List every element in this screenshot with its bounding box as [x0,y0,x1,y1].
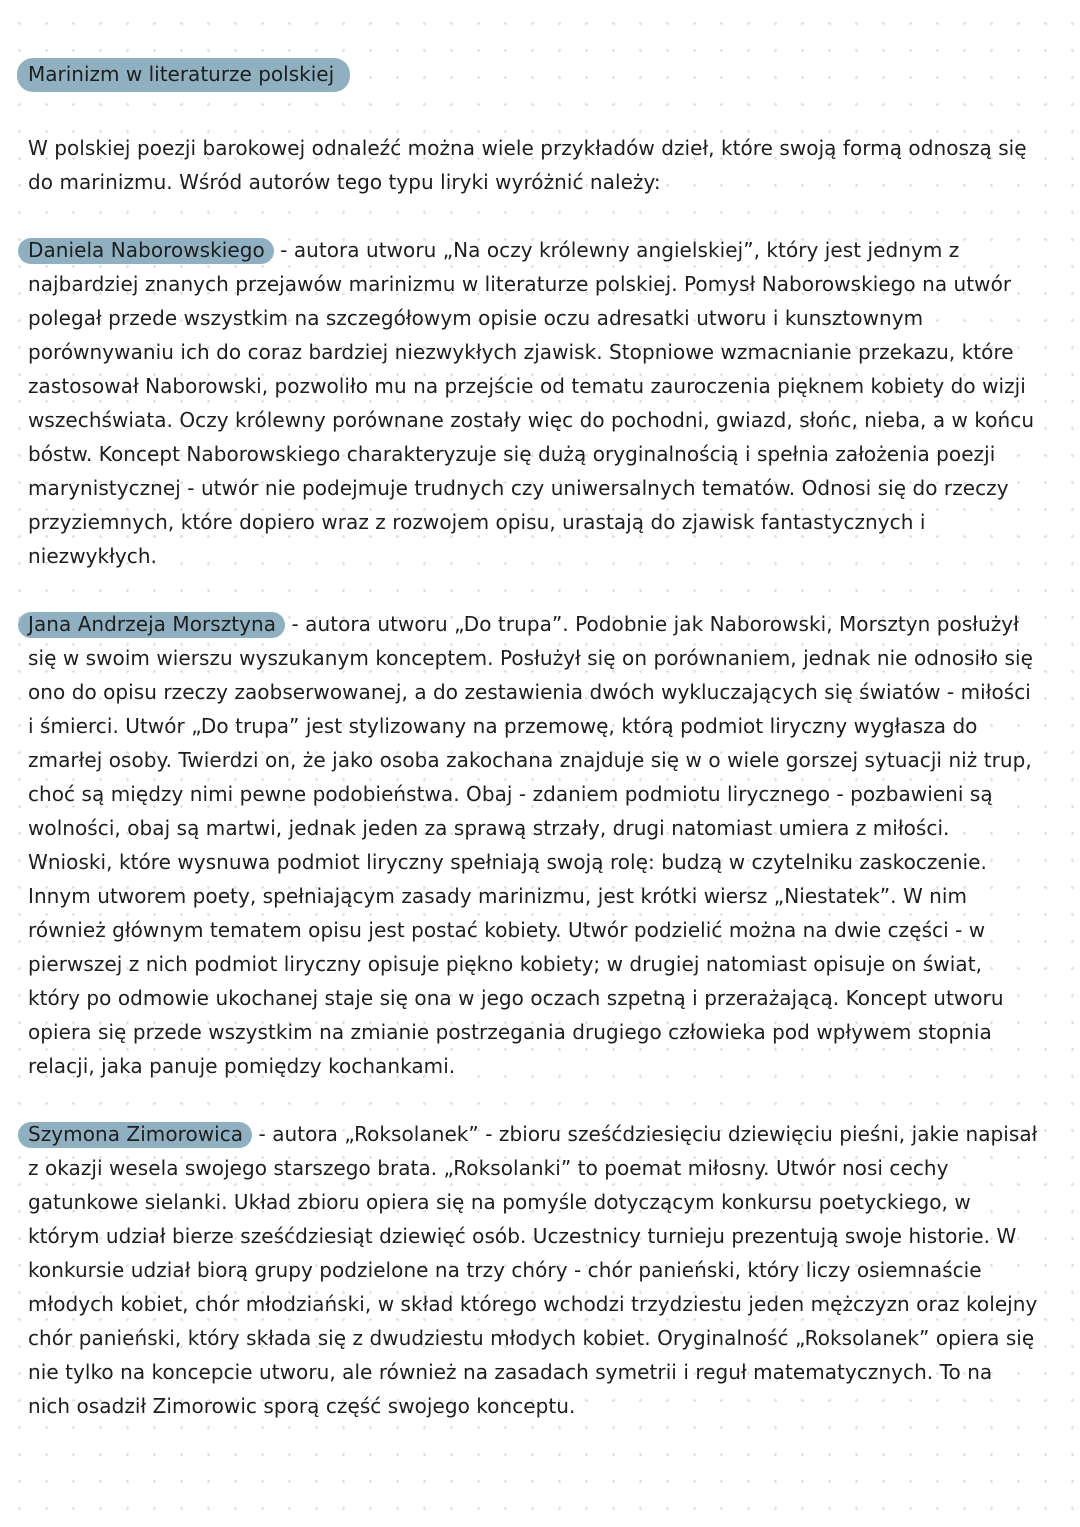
section-morsztyn [28,607,1038,1083]
author-highlight-morsztyn: Jana Andrzeja Morsztyna [18,612,285,638]
page-title: Marinizm w literaturze polskiej [17,58,350,92]
author-highlight-naborowski: Daniela Naborowskiego [18,238,274,264]
author-highlight-zimorowic: Szymona Zimorowica [18,1122,252,1148]
section-text-zimorowic: - autora „Roksolanek” - zbioru sześćdziesięciu dziewięciu pieśni, jakie napisał z okazji wesela swojego starszego brata. „Roksolanki” to poemat miłosny. Utwór nosi cechy gatunkowe sielanki. Układ zbioru opiera się na pomyśle dotyczącym konkursu poetyckiego, w którym udział bierze sześćdziesiąt dziewięć osób. Uczestnicy turnieju prezentują swoje historie. W konkursie udział biorą grupy podzielone na trzy chóry - chór panieński, który liczy osiemnaście młodych kobiet, chór młodziański, w skład którego wchodzi trzydziestu jeden mężczyzn oraz kolejny chór panieński, który składa się z dwudziestu młodych kobiet. Oryginalność „Roksolanek” opiera się nie tylko na koncepcie utworu, ale również na zasadach symetrii i reguł matematycznych. To na nich osadził Zimorowic sporą część swojego konceptu. [28,1122,1038,1418]
section-text-morsztyn: - autora utworu „Do trupa”. Podobnie jak Naborowski, Morsztyn posłużył się w swoim wierszu wyszukanym konceptem. Posłużył się on porównaniem, jednak nie odnosiło się ono do opisu rzeczy zaobserwowanej, a do zestawienia dwóch wykluczających się światów - miłości i śmierci. Utwór „Do trupa” jest stylizowany na przemowę, którą podmiot liryczny wygłasza do zmarłej osoby. Twierdzi on, że jako osoba zakochana znajduje się w o wiele gorszej sytuacji niż trup, choć są między nimi pewne podobieństwa. Obaj - zdaniem podmiotu lirycznego - pozbawieni są wolności, obaj są martwi, jednak jeden za sprawą strzały, drugi natomiast umiera z miłości. Wnioski, które wysnuwa podmiot liryczny spełniają swoją rolę: budzą w czytelniku zaskoczenie. Innym utworem poety, spełniającym zasady marinizmu, jest krótki wiersz „Niestatek”. W nim również głównym tematem opisu jest postać kobiety. Utwór podzielić można na dwie części - w pierwszej z nich podmiot liryczny opisuje piękno kobiety; w drugiej natomiast opisuje on świat, który po odmowie ukochanej staje się ona w jego oczach szpetną i przerażającą. Koncept utworu opiera się przede wszystkim na zmianie postrzegania drugiego człowieka pod wpływem stopnia relacji, jaka panuje pomiędzy kochankami. [28,612,1033,1078]
intro-paragraph: W polskiej poezji barokowej odnaleźć można wiele przykładów dzieł, które swoją formą odnoszą się do marinizmu. Wśród autorów tego typu liryki wyróżnić należy: [28,136,1027,194]
section-naborowski [28,233,1038,573]
section-zimorowic [28,1117,1038,1423]
section-text-naborowski: - autora utworu „Na oczy królewny angielskiej”, który jest jednym z najbardziej znanych przejawów marinizmu w literaturze polskiej. Pomysł Naborowskiego na utwór polegał przede wszystkim na szczegółowym opisie oczu adresatki utworu i kunsztownym porównywaniu ich do coraz bardziej niezwykłych zjawisk. Stopniowe wzmacnianie przekazu, które zastosował Naborowski, pozwoliło mu na przejście od tematu zauroczenia pięknem kobiety do wizji wszechświata. Oczy królewny porównane zostały więc do pochodni, gwiazd, słońc, nieba, a w końcu bóstw. Koncept Naborowskiego charakteryzuje się dużą oryginalnością i spełnia założenia poezji marynistycznej - utwór nie podejmuje trudnych czy uniwersalnych tematów. Odnosi się do rzeczy przyziemnych, które dopiero wraz z rozwojem opisu, urastają do zjawisk fantastycznych i niezwykłych. [28,238,1035,568]
note-page [28,58,1038,1423]
